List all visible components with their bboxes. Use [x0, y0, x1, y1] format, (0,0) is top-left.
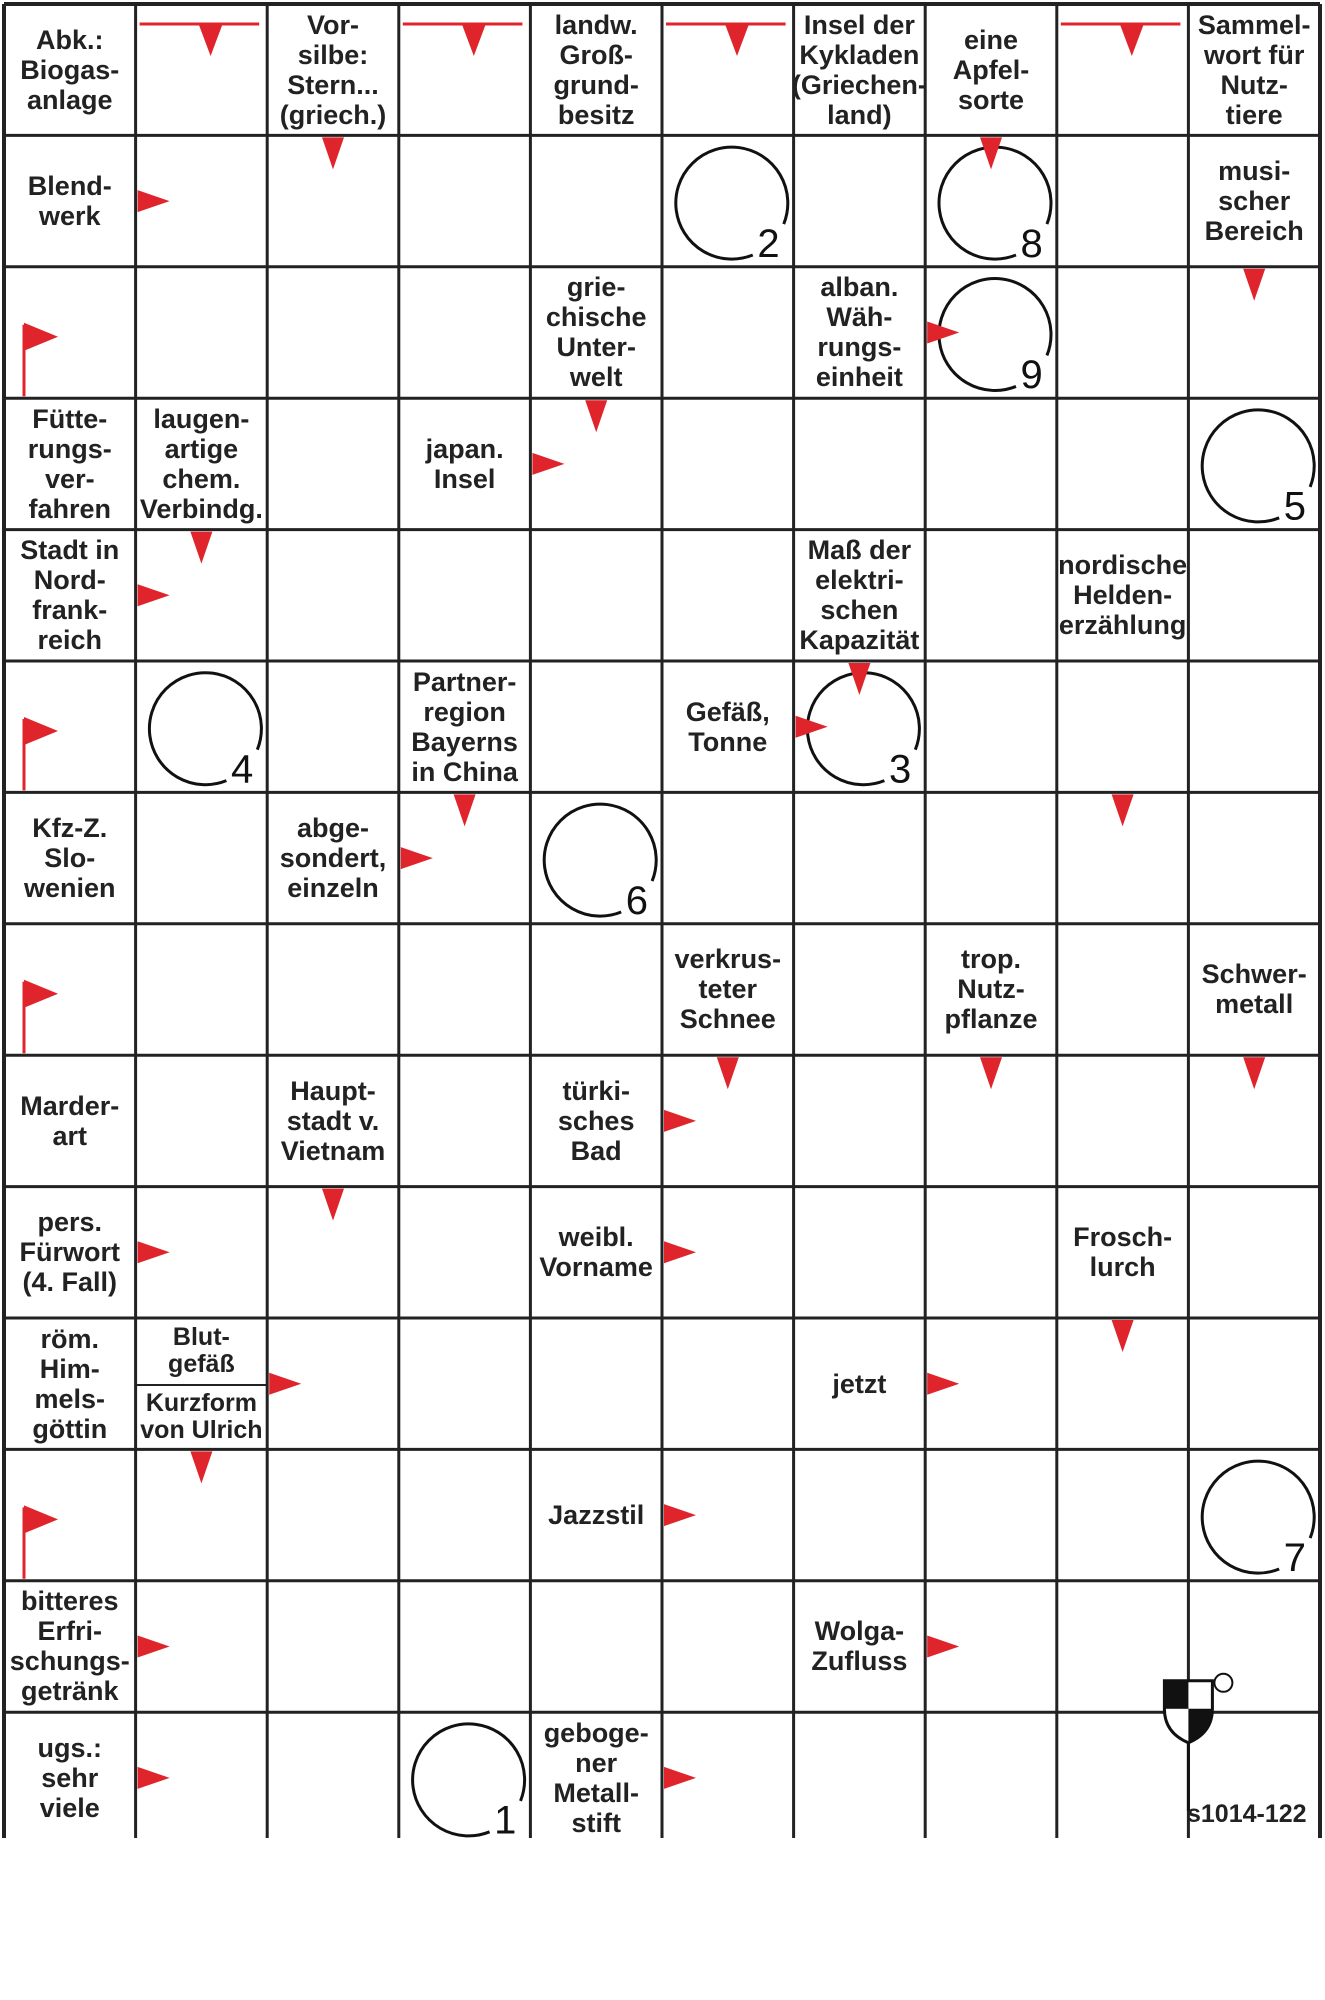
clue-cell — [136, 1384, 268, 1450]
puzzle-code: s1014-122 — [1187, 1800, 1307, 1828]
clue-text: sorte — [957, 84, 1024, 115]
arrow-right-icon — [664, 1110, 696, 1132]
clue-text: Insel der — [803, 9, 915, 40]
clue-text: Groß- — [559, 39, 633, 70]
clue-text: japan. — [425, 433, 504, 464]
clue-text: verkrus- — [674, 944, 782, 975]
clue-text: sondert, — [279, 843, 387, 874]
circle-number: 9 — [1020, 353, 1043, 398]
arrow-right-icon — [796, 716, 828, 738]
clue-text: von Ulrich — [140, 1415, 263, 1444]
clue-cell — [1057, 1187, 1189, 1318]
shield-logo-icon — [1164, 1674, 1232, 1811]
arrow-down-icon — [717, 1057, 739, 1089]
arrow-down-icon — [980, 1057, 1002, 1089]
clue-text: Verbindg. — [139, 493, 263, 524]
clue-text: sches — [557, 1105, 635, 1136]
clue-text: Stern... — [287, 69, 379, 100]
clue-text: chische — [545, 302, 647, 333]
clue-text: Nutz- — [1220, 69, 1288, 100]
clue-text: Abk.: — [36, 24, 104, 55]
clue-text: frank- — [32, 595, 108, 626]
arrow-right-icon — [927, 1373, 959, 1395]
bent-arrow-down-icon — [1120, 24, 1144, 56]
clue-cell — [399, 661, 531, 792]
clue-text: fahren — [28, 493, 112, 524]
clue-text: Kfz-Z. — [32, 813, 108, 844]
clue-text: Kapazität — [799, 625, 920, 656]
clue-text: Metall- — [553, 1777, 639, 1808]
clue-text: wort für — [1203, 39, 1305, 70]
arrow-right-icon — [927, 322, 959, 344]
clue-text: gefäß — [168, 1349, 235, 1378]
arrow-down-icon — [1243, 269, 1265, 301]
clue-text: Vor- — [306, 9, 359, 40]
clue-text: Maß der — [807, 535, 912, 566]
clue-text: art — [52, 1120, 88, 1151]
clue-text: Blut- — [172, 1322, 230, 1351]
arrow-right-icon — [138, 190, 170, 212]
bent-arrow-right-icon — [24, 717, 58, 745]
arrow-down-icon — [848, 663, 870, 695]
clue-text: in China — [411, 756, 518, 787]
clue-text: Wäh- — [826, 302, 893, 333]
bent-arrow-down-icon — [199, 24, 223, 56]
bent-arrow-right-icon — [24, 323, 58, 351]
clue-text: pers. — [37, 1207, 103, 1238]
clue-text: Helden- — [1073, 580, 1173, 611]
clue-text: grund- — [553, 69, 639, 100]
clue-text: Bayerns — [411, 726, 518, 757]
clue-text: Bad — [570, 1135, 622, 1166]
clue-text: Schnee — [679, 1004, 776, 1035]
clue-cell — [794, 530, 926, 661]
clue-text: Fürwort — [19, 1237, 121, 1268]
clue-text: geboge- — [543, 1717, 649, 1748]
arrow-right-icon — [138, 584, 170, 606]
clue-text: türki- — [562, 1075, 630, 1106]
clue-text: (Griechen- — [791, 69, 927, 100]
clue-text: nordische — [1058, 550, 1188, 581]
clue-text: rungs- — [27, 433, 112, 464]
clue-text: Vietnam — [280, 1135, 386, 1166]
clue-text: musi- — [1218, 156, 1291, 187]
clue-text: Insel — [433, 463, 496, 494]
clue-cell — [925, 924, 1057, 1055]
arrow-down-icon — [1112, 794, 1134, 826]
bent-arrow-down-icon — [725, 24, 749, 56]
circle-number: 8 — [1020, 221, 1043, 266]
clue-text: getränk — [21, 1676, 119, 1707]
clue-cell — [530, 1055, 662, 1186]
clue-text: stift — [571, 1807, 621, 1838]
arrow-right-icon — [927, 1636, 959, 1658]
clue-cell — [530, 1187, 662, 1318]
clue-text: rungs- — [817, 332, 902, 363]
clue-cell — [530, 267, 662, 398]
clue-text: Sammel- — [1197, 9, 1311, 40]
arrow-down-icon — [585, 400, 607, 432]
clue-text: (4. Fall) — [22, 1267, 118, 1298]
clue-text: jetzt — [832, 1368, 887, 1399]
circle-number: 2 — [757, 221, 780, 266]
circle-number: 6 — [625, 878, 648, 923]
clue-cell — [4, 1187, 136, 1318]
clue-text: Nord- — [33, 565, 106, 596]
arrow-right-icon — [138, 1636, 170, 1658]
clue-text: Zufluss — [811, 1646, 908, 1677]
clue-text: chem. — [162, 463, 241, 494]
clue-cell — [4, 135, 136, 266]
clue-text: Haupt- — [290, 1075, 376, 1106]
arrow-right-icon — [664, 1504, 696, 1526]
bent-arrow-right-icon — [24, 1505, 58, 1533]
clue-text: Marder- — [20, 1090, 120, 1121]
clue-text: Slo- — [44, 843, 96, 874]
circle-number: 1 — [494, 1798, 517, 1838]
clue-cell — [267, 1055, 399, 1186]
clue-text: Erfri- — [37, 1616, 103, 1647]
clue-text: anlage — [27, 84, 113, 115]
clue-text: bitteres — [21, 1586, 119, 1617]
clue-cell — [530, 1712, 662, 1843]
clue-text: lurch — [1089, 1252, 1156, 1283]
clue-text: laugen- — [153, 403, 250, 434]
clue-text: scher — [1218, 186, 1291, 217]
clue-text: schungs- — [9, 1646, 130, 1677]
clue-text: landw. — [554, 9, 638, 40]
clue-text: Apfel- — [952, 54, 1030, 85]
clue-cell — [925, 4, 1057, 135]
clue-text: silbe: — [297, 39, 369, 70]
clue-text: besitz — [557, 99, 635, 130]
clue-text: Stadt in — [20, 535, 120, 566]
arrow-down-icon — [322, 1189, 344, 1221]
arrow-down-icon — [454, 794, 476, 826]
clue-text: Blend- — [27, 171, 112, 202]
clue-text: Bereich — [1204, 216, 1304, 247]
clue-text: (griech.) — [279, 99, 387, 130]
clue-text: röm. — [40, 1323, 100, 1354]
clue-cell — [4, 530, 136, 661]
clue-text: Biogas- — [20, 54, 120, 85]
clue-text: eine — [963, 24, 1018, 55]
clue-text: Nutz- — [957, 974, 1025, 1005]
clue-cell — [4, 1318, 136, 1449]
clue-text: tiere — [1225, 99, 1283, 130]
clue-text: werk — [39, 201, 101, 232]
clue-cell — [399, 398, 531, 529]
clue-text: Frosch- — [1073, 1222, 1173, 1253]
clue-cell — [267, 4, 399, 135]
circle-number: 7 — [1283, 1535, 1306, 1580]
clue-cell — [662, 924, 794, 1055]
clue-text: Unter- — [556, 332, 636, 363]
clue-text: viele — [39, 1792, 100, 1823]
clue-cell — [794, 1318, 926, 1449]
clue-cell — [4, 1712, 136, 1843]
clue-text: elektri- — [815, 565, 904, 596]
clue-cell — [530, 1449, 662, 1580]
arrow-right-icon — [138, 1767, 170, 1789]
clue-text: metall — [1215, 989, 1294, 1020]
clue-cell — [267, 792, 399, 923]
clue-cell — [4, 1581, 136, 1712]
arrow-right-icon — [269, 1373, 301, 1395]
arrow-right-icon — [664, 1241, 696, 1263]
clue-text: weibl. — [558, 1222, 634, 1253]
clue-text: Partner- — [412, 666, 517, 697]
clue-cell — [4, 792, 136, 923]
clue-text: ugs.: — [37, 1732, 103, 1763]
clue-text: teter — [698, 974, 758, 1005]
clue-cell — [530, 4, 662, 135]
clue-cell — [4, 398, 136, 529]
clue-text: Jazzstil — [548, 1500, 645, 1531]
clue-text: göttin — [32, 1413, 108, 1444]
clue-text: sehr — [41, 1762, 99, 1793]
clue-text: alban. — [820, 272, 899, 303]
clue-text: einheit — [815, 362, 903, 393]
clue-text: ner — [575, 1747, 618, 1778]
bent-arrow-right-icon — [24, 980, 58, 1008]
clue-text: Gefäß, — [685, 696, 770, 727]
clue-text: grie- — [566, 272, 626, 303]
bent-arrow-down-icon — [462, 24, 486, 56]
circle-number: 5 — [1283, 484, 1306, 529]
clue-text: land) — [827, 99, 892, 130]
clue-text: reich — [37, 625, 103, 656]
arrow-down-icon — [1243, 1057, 1265, 1089]
clue-cell — [794, 1581, 926, 1712]
clue-text: Kurzform — [145, 1388, 257, 1417]
clue-text: einzeln — [287, 873, 379, 904]
arrow-right-icon — [532, 453, 564, 475]
clue-text: Schwer- — [1201, 959, 1307, 990]
clue-text: wenien — [24, 873, 116, 904]
arrow-right-icon — [138, 1241, 170, 1263]
clue-text: abge- — [296, 813, 369, 844]
circle-number: 3 — [888, 747, 912, 792]
clue-text: region — [423, 696, 506, 727]
arrow-right-icon — [664, 1767, 696, 1789]
arrow-down-icon — [190, 532, 212, 564]
circle-number: 4 — [230, 747, 254, 792]
arrow-down-icon — [1112, 1320, 1134, 1352]
clue-cell — [791, 4, 927, 135]
clue-text: schen — [820, 595, 899, 626]
clue-text: pflanze — [944, 1004, 1038, 1035]
clue-cell — [4, 4, 136, 135]
clue-cell — [1188, 924, 1320, 1055]
clue-cell — [1188, 135, 1320, 266]
arrow-right-icon — [401, 847, 433, 869]
clue-text: Wolga- — [814, 1616, 905, 1647]
arrow-down-icon — [190, 1451, 212, 1483]
clue-cell — [136, 1318, 268, 1384]
clue-text: Fütte- — [32, 403, 108, 434]
arrow-down-icon — [322, 137, 344, 169]
clue-text: erzählung — [1058, 610, 1187, 641]
clue-cell — [662, 661, 794, 792]
clue-text: Kykladen — [799, 39, 920, 70]
clue-text: Vorname — [539, 1252, 653, 1283]
clue-cell — [1188, 4, 1320, 135]
clue-text: trop. — [960, 944, 1021, 975]
clue-text: artige — [164, 433, 239, 464]
clue-cell — [136, 398, 268, 529]
clue-text: welt — [569, 362, 623, 393]
arrow-down-icon — [980, 137, 1002, 169]
clue-cell — [4, 1055, 136, 1186]
clue-text: stadt v. — [286, 1105, 380, 1136]
clue-cell — [1057, 530, 1189, 661]
clue-cell — [794, 267, 926, 398]
clue-text: Him- — [39, 1353, 100, 1384]
clue-text: mels- — [34, 1383, 106, 1414]
clue-text: Tonne — [688, 726, 768, 757]
clue-text: ver- — [45, 463, 95, 494]
